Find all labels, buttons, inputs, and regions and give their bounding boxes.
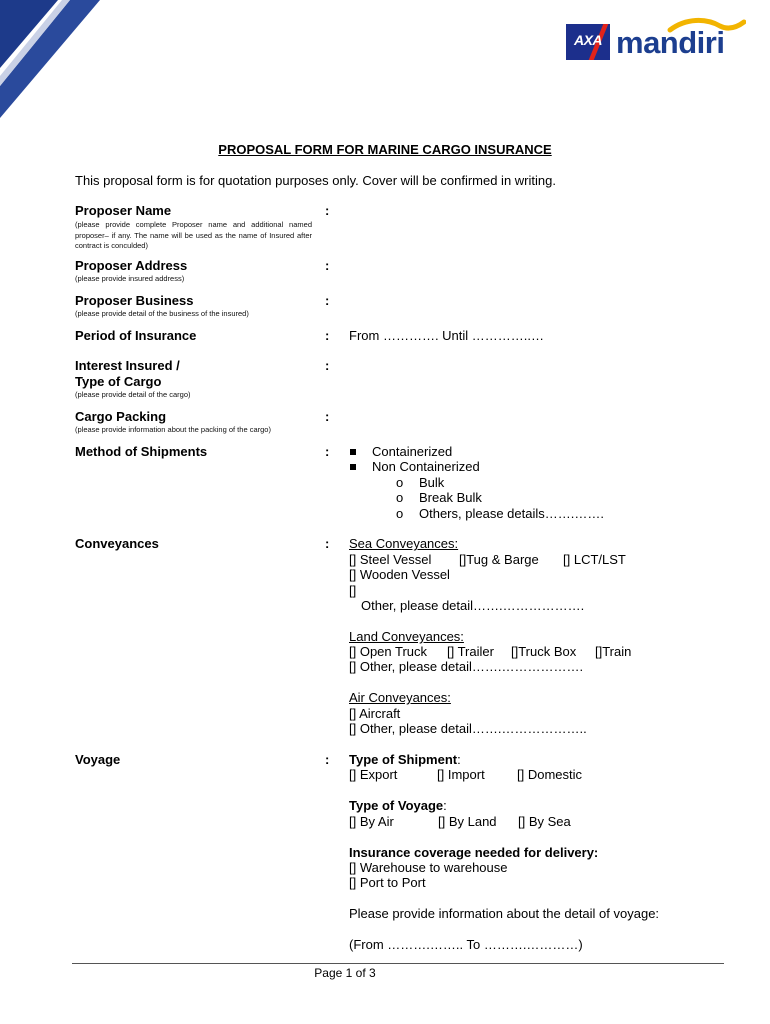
interest-colon: : [325,358,330,373]
axa-logo-text: AXA [573,32,603,48]
method-label: Method of Shipments [75,444,208,459]
proposer-business-colon: : [325,293,330,308]
proposer-address-note: (please provide insured address) [75,274,185,283]
voyage-option-by-land: [] By Land [438,814,497,829]
method-option-containerized: Containerized [372,444,453,459]
period-label: Period of Insurance [75,328,197,343]
sea-option-lct-lst: [] LCT/LST [563,552,626,567]
provide-voyage-info: Please provide information about the detail of voyage: [349,906,660,921]
axa-mandiri-logo [566,14,748,62]
air-option-other: [] Other, please detail…….……………….. [349,721,587,736]
proposer-address-label: Proposer Address [75,258,188,273]
page-title: PROPOSAL FORM FOR MARINE CARGO INSURANCE [218,142,552,157]
method-option-non-containerized: Non Containerized [372,459,480,474]
period-colon: : [325,328,330,343]
shipment-option-export: [] Export [349,767,398,782]
air-conveyances-heading: Air Conveyances: [349,690,451,705]
packing-colon: : [325,409,330,424]
intro-text: This proposal form is for quotation purposes only. Cover will be confirmed in writing. [75,173,556,188]
type-of-shipment-colon: : [457,752,461,767]
type-of-voyage-colon: : [443,798,447,813]
voyage-option-by-sea: [] By Sea [518,814,571,829]
bullet-circle-icon: o [396,490,404,505]
conveyances-colon: : [325,536,330,551]
land-option-train: []Train [595,644,632,659]
method-colon: : [325,444,330,459]
coverage-heading: Insurance coverage needed for delivery: [349,845,599,860]
air-option-aircraft: [] Aircraft [349,706,401,721]
interest-note: (please provide detail of the cargo) [75,390,191,399]
page-number: Page 1 of 3 [314,966,376,980]
type-of-shipment-label: Type of Shipment [349,752,458,767]
sea-option-wooden-vessel: [] Wooden Vessel [349,567,450,582]
land-option-other: [] Other, please detail…….………………. [349,659,584,674]
proposer-name-colon: : [325,203,330,218]
proposer-business-label: Proposer Business [75,293,194,308]
type-of-voyage-label: Type of Voyage [349,798,444,813]
proposer-business-note: (please provide detail of the business of the insured) [75,309,249,318]
land-option-truck-box: []Truck Box [511,644,577,659]
interest-label-line1: Interest Insured / [75,358,180,373]
method-sub-bulk: Bulk [419,475,445,490]
type-of-voyage-heading [349,798,447,814]
footer-divider [72,963,724,964]
corner-stripe-graphic [0,0,100,118]
proposer-address-colon: : [325,258,330,273]
period-value: From …………. Until …………..… [349,328,545,343]
bullet-circle-icon: o [396,475,404,490]
sea-option-steel-vessel: [] Steel Vessel [349,552,432,567]
method-sub-others: Others, please details…….……. [419,506,604,521]
sea-conveyances-heading: Sea Conveyances: [349,536,459,551]
voyage-label: Voyage [75,752,121,767]
land-option-trailer: [] Trailer [447,644,494,659]
packing-note: (please provide information about the packing of the cargo) [75,425,271,434]
bullet-circle-icon: o [396,506,404,521]
voyage-colon: : [325,752,330,767]
proposer-name-label: Proposer Name [75,203,172,218]
sea-option-blank: [] [349,583,357,598]
bullet-square-icon [350,464,356,470]
mandiri-logo-text: mandiri [616,25,725,60]
shipment-option-import: [] Import [437,767,485,782]
land-conveyances-heading: Land Conveyances: [349,629,464,644]
shipment-option-domestic: [] Domestic [517,767,583,782]
coverage-option-port: [] Port to Port [349,875,426,890]
bullet-square-icon [350,449,356,455]
from-to-line: (From ……….…….. To ……….…………) [349,937,583,952]
land-option-open-truck: [] Open Truck [349,644,428,659]
proposer-name-note: (please provide complete Proposer name and additional named proposer– if any. The name will be used as the name of Insured after contract is conculded) [75,220,312,250]
packing-label: Cargo Packing [75,409,167,424]
coverage-option-warehouse: [] Warehouse to warehouse [349,860,508,875]
sea-option-tug-barge: []Tug & Barge [459,552,539,567]
conveyances-label: Conveyances [75,536,159,551]
type-of-shipment-heading [349,752,461,768]
method-sub-break-bulk: Break Bulk [419,490,482,505]
voyage-option-by-air: [] By Air [349,814,394,829]
interest-label-line2: Type of Cargo [75,374,162,389]
sea-option-other: Other, please detail…….………………. [361,598,585,613]
